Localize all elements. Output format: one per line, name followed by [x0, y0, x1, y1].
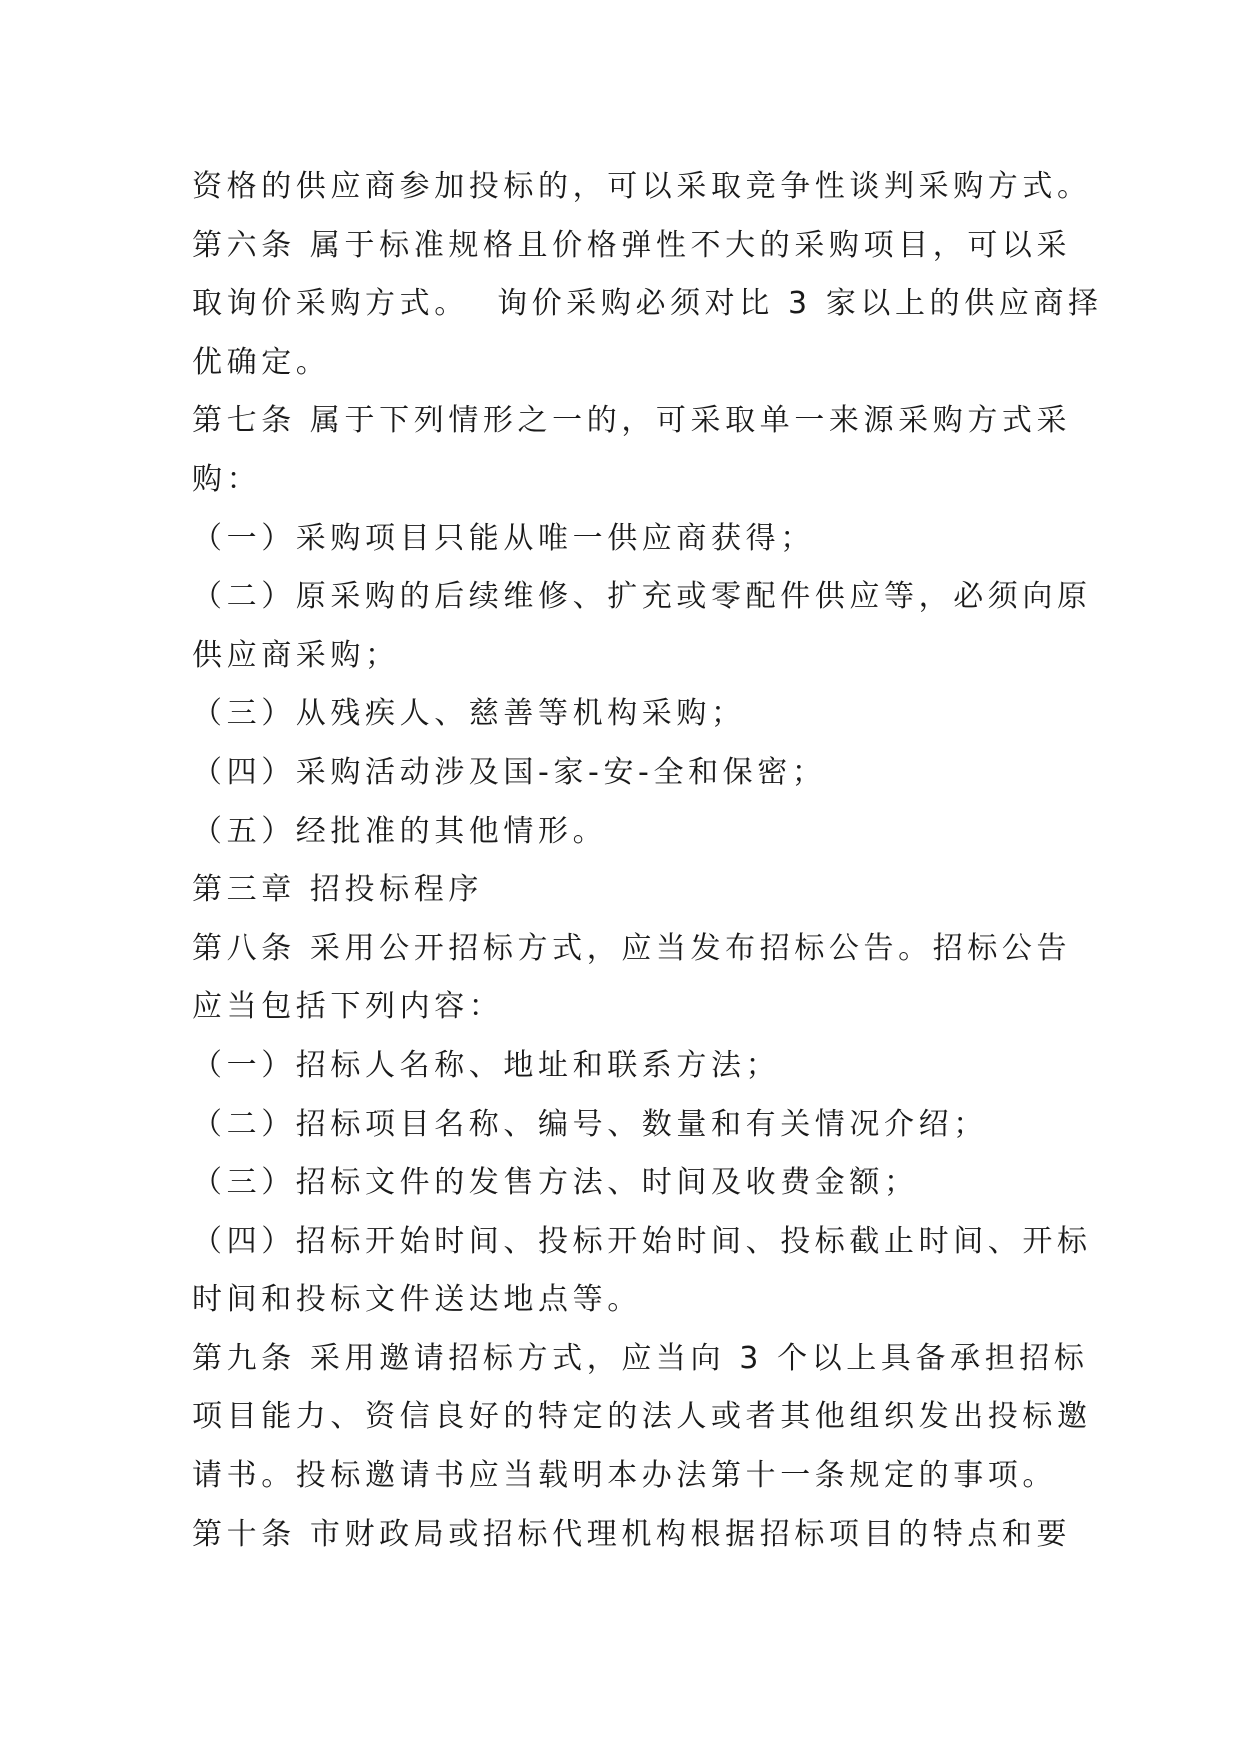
- body-text: [192, 158, 1103, 1564]
- text-line: 购：: [192, 461, 262, 497]
- text-line: 资格的供应商参加投标的，可以采取竞争性谈判采购方式。: [192, 169, 1092, 204]
- text-line: （三）从残疾人、慈善等机构采购；: [192, 696, 746, 732]
- text-line: 优确定。: [192, 344, 331, 380]
- text-line: （四）采购活动涉及国-家-安-全和保密；: [192, 754, 827, 790]
- text-line: （一）招标人名称、地址和联系方法；: [192, 1047, 781, 1083]
- text-line: 项目能力、资信良好的特定的法人或者其他组织发出投标邀: [192, 1399, 1092, 1435]
- text-line: （四）招标开始时间、投标开始时间、投标截止时间、开标: [192, 1223, 1092, 1259]
- chapter-heading: 第三章 招投标程序: [192, 872, 483, 908]
- text-line: 时间和投标文件送达地点等。: [192, 1282, 642, 1318]
- text-line: 应当包括下列内容：: [192, 989, 504, 1025]
- text-line: 取询价采购方式。 询价采购必须对比 3 家以上的供应商择: [192, 286, 1103, 322]
- text-line: 供应商采购；: [192, 637, 400, 673]
- text-line: 请书。投标邀请书应当载明本办法第十一条规定的事项。: [192, 1458, 1057, 1494]
- text-line: 第八条 采用公开招标方式，应当发布招标公告。招标公告: [192, 930, 1072, 966]
- text-line: 第七条 属于下列情形之一的，可采取单一来源采购方式采: [192, 403, 1072, 439]
- text-line: 第九条 采用邀请招标方式，应当向 3 个以上具备承担招标: [192, 1340, 1089, 1376]
- text-line: （二）原采购的后续维修、扩充或零配件供应等，必须向原: [192, 579, 1092, 615]
- text-line: 第十条 市财政局或招标代理机构根据招标项目的特点和要: [192, 1516, 1072, 1552]
- text-line: （五）经批准的其他情形。: [192, 813, 608, 849]
- text-line: （一）采购项目只能从唯一供应商获得；: [192, 520, 815, 556]
- text-line: （三）招标文件的发售方法、时间及收费金额；: [192, 1165, 919, 1201]
- text-line: （二）招标项目名称、编号、数量和有关情况介绍；: [192, 1106, 988, 1142]
- text-line: 第六条 属于标准规格且价格弹性不大的采购项目，可以采: [192, 227, 1072, 263]
